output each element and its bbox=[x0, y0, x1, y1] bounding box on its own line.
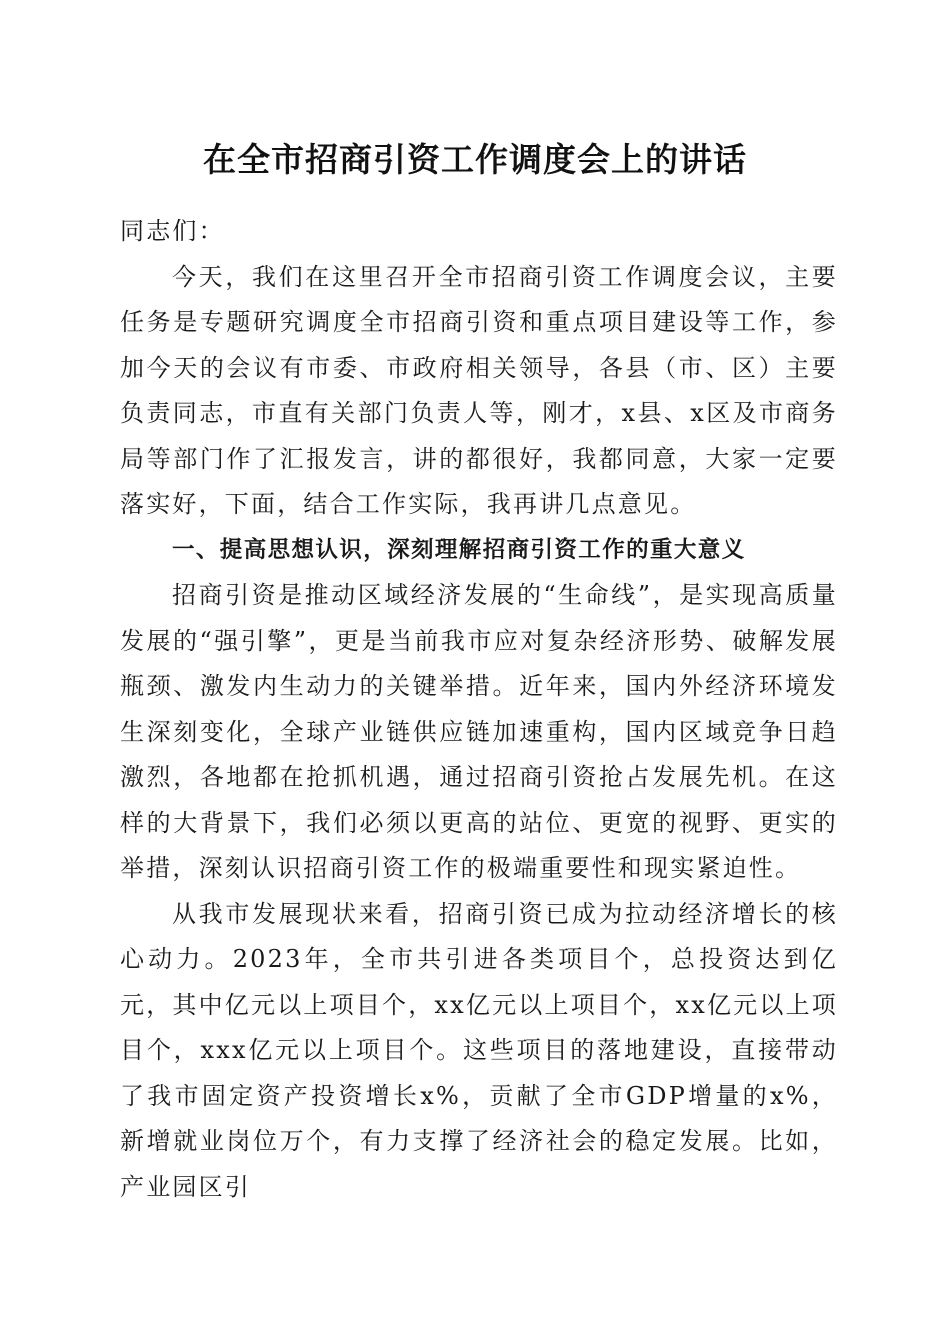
paragraph-intro: 今天，我们在这里召开全市招商引资工作调度会议，主要任务是专题研究调度全市招商引资和重点项目建设等工作，参加今天的会议有市委、市政府相关领导，各县（市、区）主要负责同志，市直有关部门负责人等，刚才，x县、x区及市商务局等部门作了汇报发言，讲的都很好，我都同意，大家一定要落实好，下面，结合工作实际，我再讲几点意见。 bbox=[120, 262, 838, 518]
document-body bbox=[120, 209, 838, 1210]
paragraph-section1-2: 从我市发展现状来看，招商引资已成为拉动经济增长的核心动力。2023年，全市共引进各类项目个，总投资达到亿元，其中亿元以上项目个，xx亿元以上项目个，xx亿元以上项目个，xxx亿元以上项目个。这些项目的落地建设，直接带动了我市固定资产投资增长x%，贡献了全市GDP增量的x%，新增就业岗位万个，有力支撑了经济社会的稳定发展。比如，产业园区引 bbox=[120, 899, 838, 1201]
section-heading-1: 一、提高思想认识，深刻理解招商引资工作的重大意义 bbox=[172, 536, 746, 563]
paragraph-section1-1: 招商引资是推动区域经济发展的“生命线”，是实现高质量发展的“强引擎”，更是当前我市应对复杂经济形势、破解发展瓶颈、激发内生动力的关键举措。近年来，国内外经济环境发生深刻变化，全球产业链供应链加速重构，国内区域竞争日趋激烈，各地都在抢抓机遇，通过招商引资抢占发展先机。在这样的大背景下，我们必须以更高的站位、更宽的视野、更实的举措，深刻认识招商引资工作的极端重要性和现实紧迫性。 bbox=[120, 581, 838, 882]
salutation: 同志们： bbox=[120, 217, 225, 245]
document-title: 在全市招商引资工作调度会上的讲话 bbox=[203, 140, 747, 179]
